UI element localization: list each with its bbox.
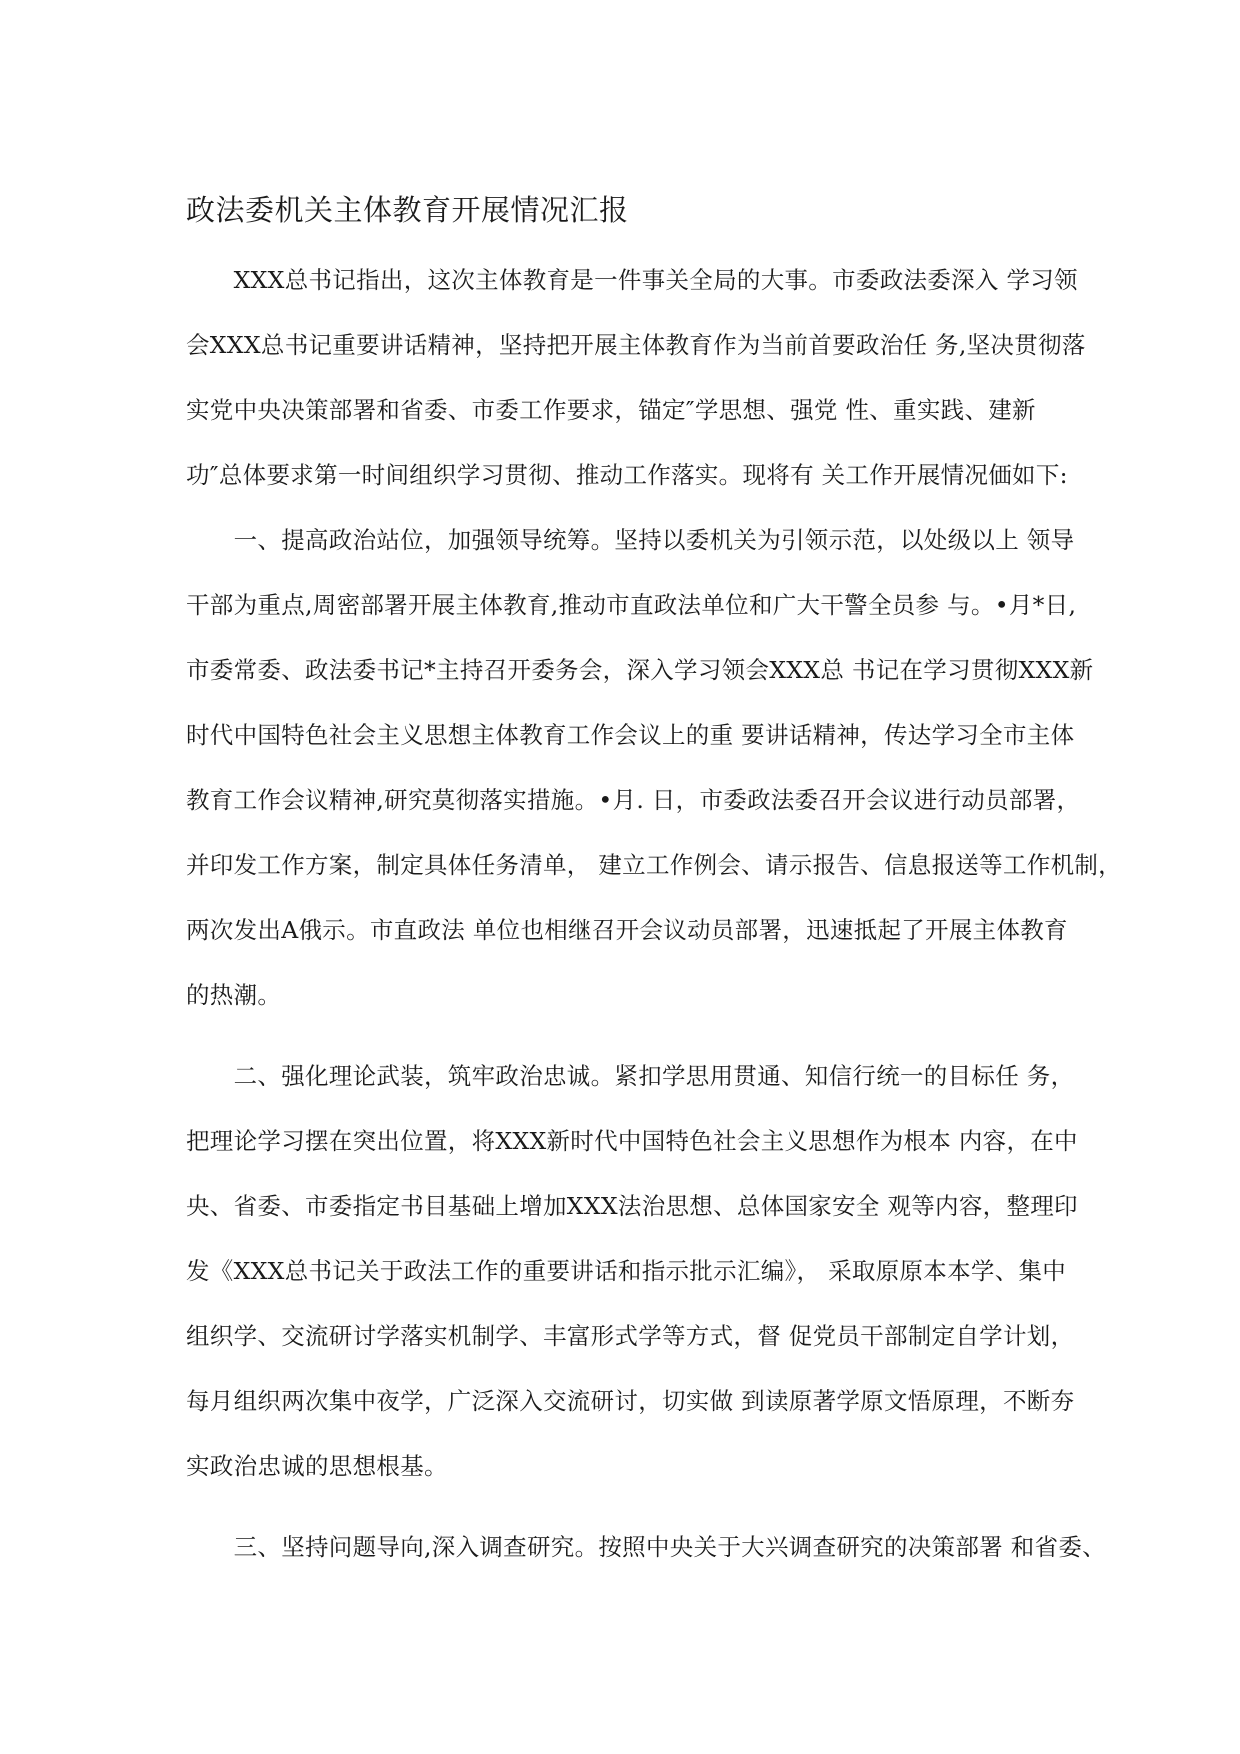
text-line: 组织学、交流研讨学落实机制学、丰富形式学等方式，督 促党员干部制定自学计划，: [186, 1322, 1075, 1350]
text-line: 把理论学习摆在突出位置，将XXX新时代中国特色社会主义思想作为根本 内容，在中: [186, 1127, 1078, 1155]
text-line: 两次发出A俄示。市直政法 单位也相继召开会议动员部署，迅速抵起了开展主体教育: [186, 916, 1068, 944]
text-line: 实政治忠诚的思想根基。: [186, 1452, 448, 1480]
paragraph-gap: [186, 1040, 1086, 1056]
document-body: [186, 260, 1122, 1592]
text-line: XXX总书记指出，这次主体教育是一件事关全局的大事。市委政法委深入 学习领: [186, 266, 1078, 294]
text-line: 教育工作会议精神,研究莫彻落实措施。•月. 日，市委政法委召开会议进行动员部署，: [186, 786, 1081, 814]
text-line: 并印发工作方案，制定具体任务清单， 建立工作例会、请示报告、信息报送等工作机制，: [186, 851, 1122, 879]
paragraph-gap: [186, 1511, 1086, 1527]
document-title: 政法委机关主体教育开展情况汇报: [186, 193, 629, 227]
paragraph-section-1: [186, 520, 1122, 1040]
text-line: 二、强化理论武装，筑牢政治忠诚。紧扣学思用贯通、知信行统一的目标任 务，: [186, 1062, 1075, 1090]
text-line: 干部为重点,周密部署开展主体教育,推动市直政法单位和广大干警全员参 与。•月*日,: [186, 591, 1077, 619]
text-line: 市委常委、政法委书记*主持召开委务会，深入学习领会XXX总 书记在学习贯彻XXX新: [186, 656, 1094, 684]
text-line: 一、提高政治站位，加强领导统筹。坚持以委机关为引领示范，以处级以上 领导: [186, 526, 1075, 554]
text-line: 三、坚持问题导向,深入调查研究。按照中央关于大兴调查研究的决策部署 和省委、: [186, 1533, 1106, 1561]
text-line: 时代中国特色社会主义思想主体教育工作会议上的重 要讲话精神，传达学习全市主体: [186, 721, 1075, 749]
text-line: 会XXX总书记重要讲话精神，坚持把开展主体教育作为当前首要政治任 务,坚决贯彻落: [186, 331, 1086, 359]
text-line: 发《XXX总书记关于政法工作的重要讲话和指示批示汇编》， 采取原原本本学、集中: [186, 1257, 1067, 1285]
paragraph-section-2: [186, 1056, 1086, 1511]
text-line: 的热潮。: [186, 981, 282, 1009]
paragraph-section-3: [186, 1527, 1106, 1592]
text-line: 每月组织两次集中夜学，广泛深入交流研讨，切实做 到读原著学原文悟原理，不断夯: [186, 1387, 1075, 1415]
text-line: 功″总体要求第一时间组织学习贯彻、推动工作落实。现将有 关工作开展情况価如下:: [186, 461, 1068, 489]
paragraph-intro: [186, 260, 1086, 520]
text-line: 实党中央决策部署和省委、市委工作要求，锚定″学思想、强党 性、重实践、建新: [186, 396, 1036, 424]
text-line: 央、省委、市委指定书目基础上增加XXX法治思想、总体国家安全 观等内容，整理印: [186, 1192, 1078, 1220]
